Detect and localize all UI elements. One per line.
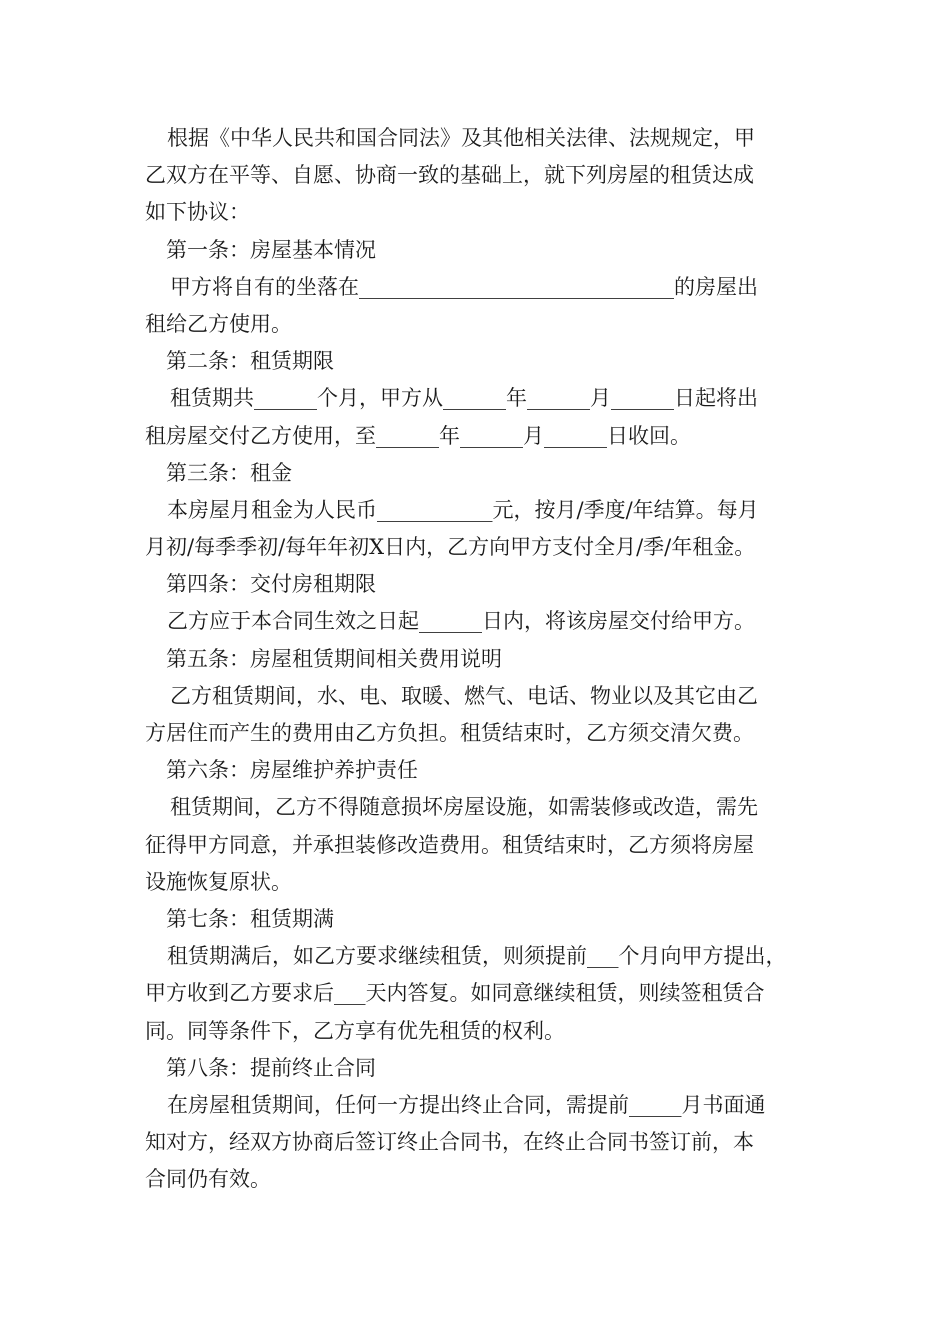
paragraph-line: 征得甲方同意，并承担装修改造费用。租赁结束时，乙方须将房屋 <box>145 832 754 857</box>
paragraph-line: 乙方租赁期间，水、电、取暖、燃气、电话、物业以及其它由乙 <box>170 683 758 708</box>
paragraph-line: 设施恢复原状。 <box>145 869 292 894</box>
article-heading: 第七条：租赁期满 <box>166 906 334 931</box>
paragraph-line: 租赁期共______个月，甲方从______年______月______日起将出 <box>170 386 758 411</box>
paragraph-line: 同。同等条件下，乙方享有优先租赁的权利。 <box>145 1018 565 1043</box>
article-heading: 第二条：租赁期限 <box>166 349 334 374</box>
paragraph-line: 租赁期间，乙方不得随意损坏房屋设施，如需装修或改造，需先 <box>170 795 758 820</box>
paragraph-line: 月初/每季季初/每年年初X日内，乙方向甲方支付全月/季/年租金。 <box>145 535 756 560</box>
article-heading: 第八条：提前终止合同 <box>166 1055 376 1080</box>
article-heading: 第四条：交付房租期限 <box>166 572 376 597</box>
paragraph-line: 甲方将自有的坐落在______________________________的房屋出 <box>170 274 758 299</box>
paragraph-line: 租房屋交付乙方使用，至______年______月______日收回。 <box>145 423 691 448</box>
paragraph-line: 租给乙方使用。 <box>145 311 292 336</box>
paragraph-line: 根据《中华人民共和国合同法》及其他相关法律、法规规定，甲 <box>167 126 755 150</box>
paragraph-line: 知对方，经双方协商后签订终止合同书，在终止合同书签订前，本 <box>145 1130 754 1155</box>
paragraph-line: 本房屋月租金为人民币___________元，按月/季度/年结算。每月 <box>167 497 759 522</box>
paragraph-line: 租赁期满后，如乙方要求继续租赁，则须提前___个月向甲方提出， <box>167 944 787 969</box>
paragraph-line: 在房屋租赁期间，任何一方提出终止合同，需提前_____月书面通 <box>167 1092 766 1117</box>
article-heading: 第一条：房屋基本情况 <box>166 237 376 262</box>
paragraph-line: 如下协议： <box>145 200 250 225</box>
paragraph-line: 甲方收到乙方要求后___天内答复。如同意继续租赁，则续签租赁合 <box>145 981 765 1006</box>
article-heading: 第五条：房屋租赁期间相关费用说明 <box>166 646 502 671</box>
paragraph-line: 乙双方在平等、自愿、协商一致的基础上，就下列房屋的租赁达成 <box>145 163 754 188</box>
paragraph-line: 方居住而产生的费用由乙方负担。租赁结束时，乙方须交清欠费。 <box>145 721 754 745</box>
paragraph-line: 合同仍有效。 <box>145 1167 271 1192</box>
article-heading: 第六条：房屋维护养护责任 <box>166 758 418 783</box>
paragraph-line: 乙方应于本合同生效之日起______日内，将该房屋交付给甲方。 <box>167 609 755 634</box>
contract-body <box>145 120 815 1198</box>
article-heading: 第三条：租金 <box>166 460 292 485</box>
